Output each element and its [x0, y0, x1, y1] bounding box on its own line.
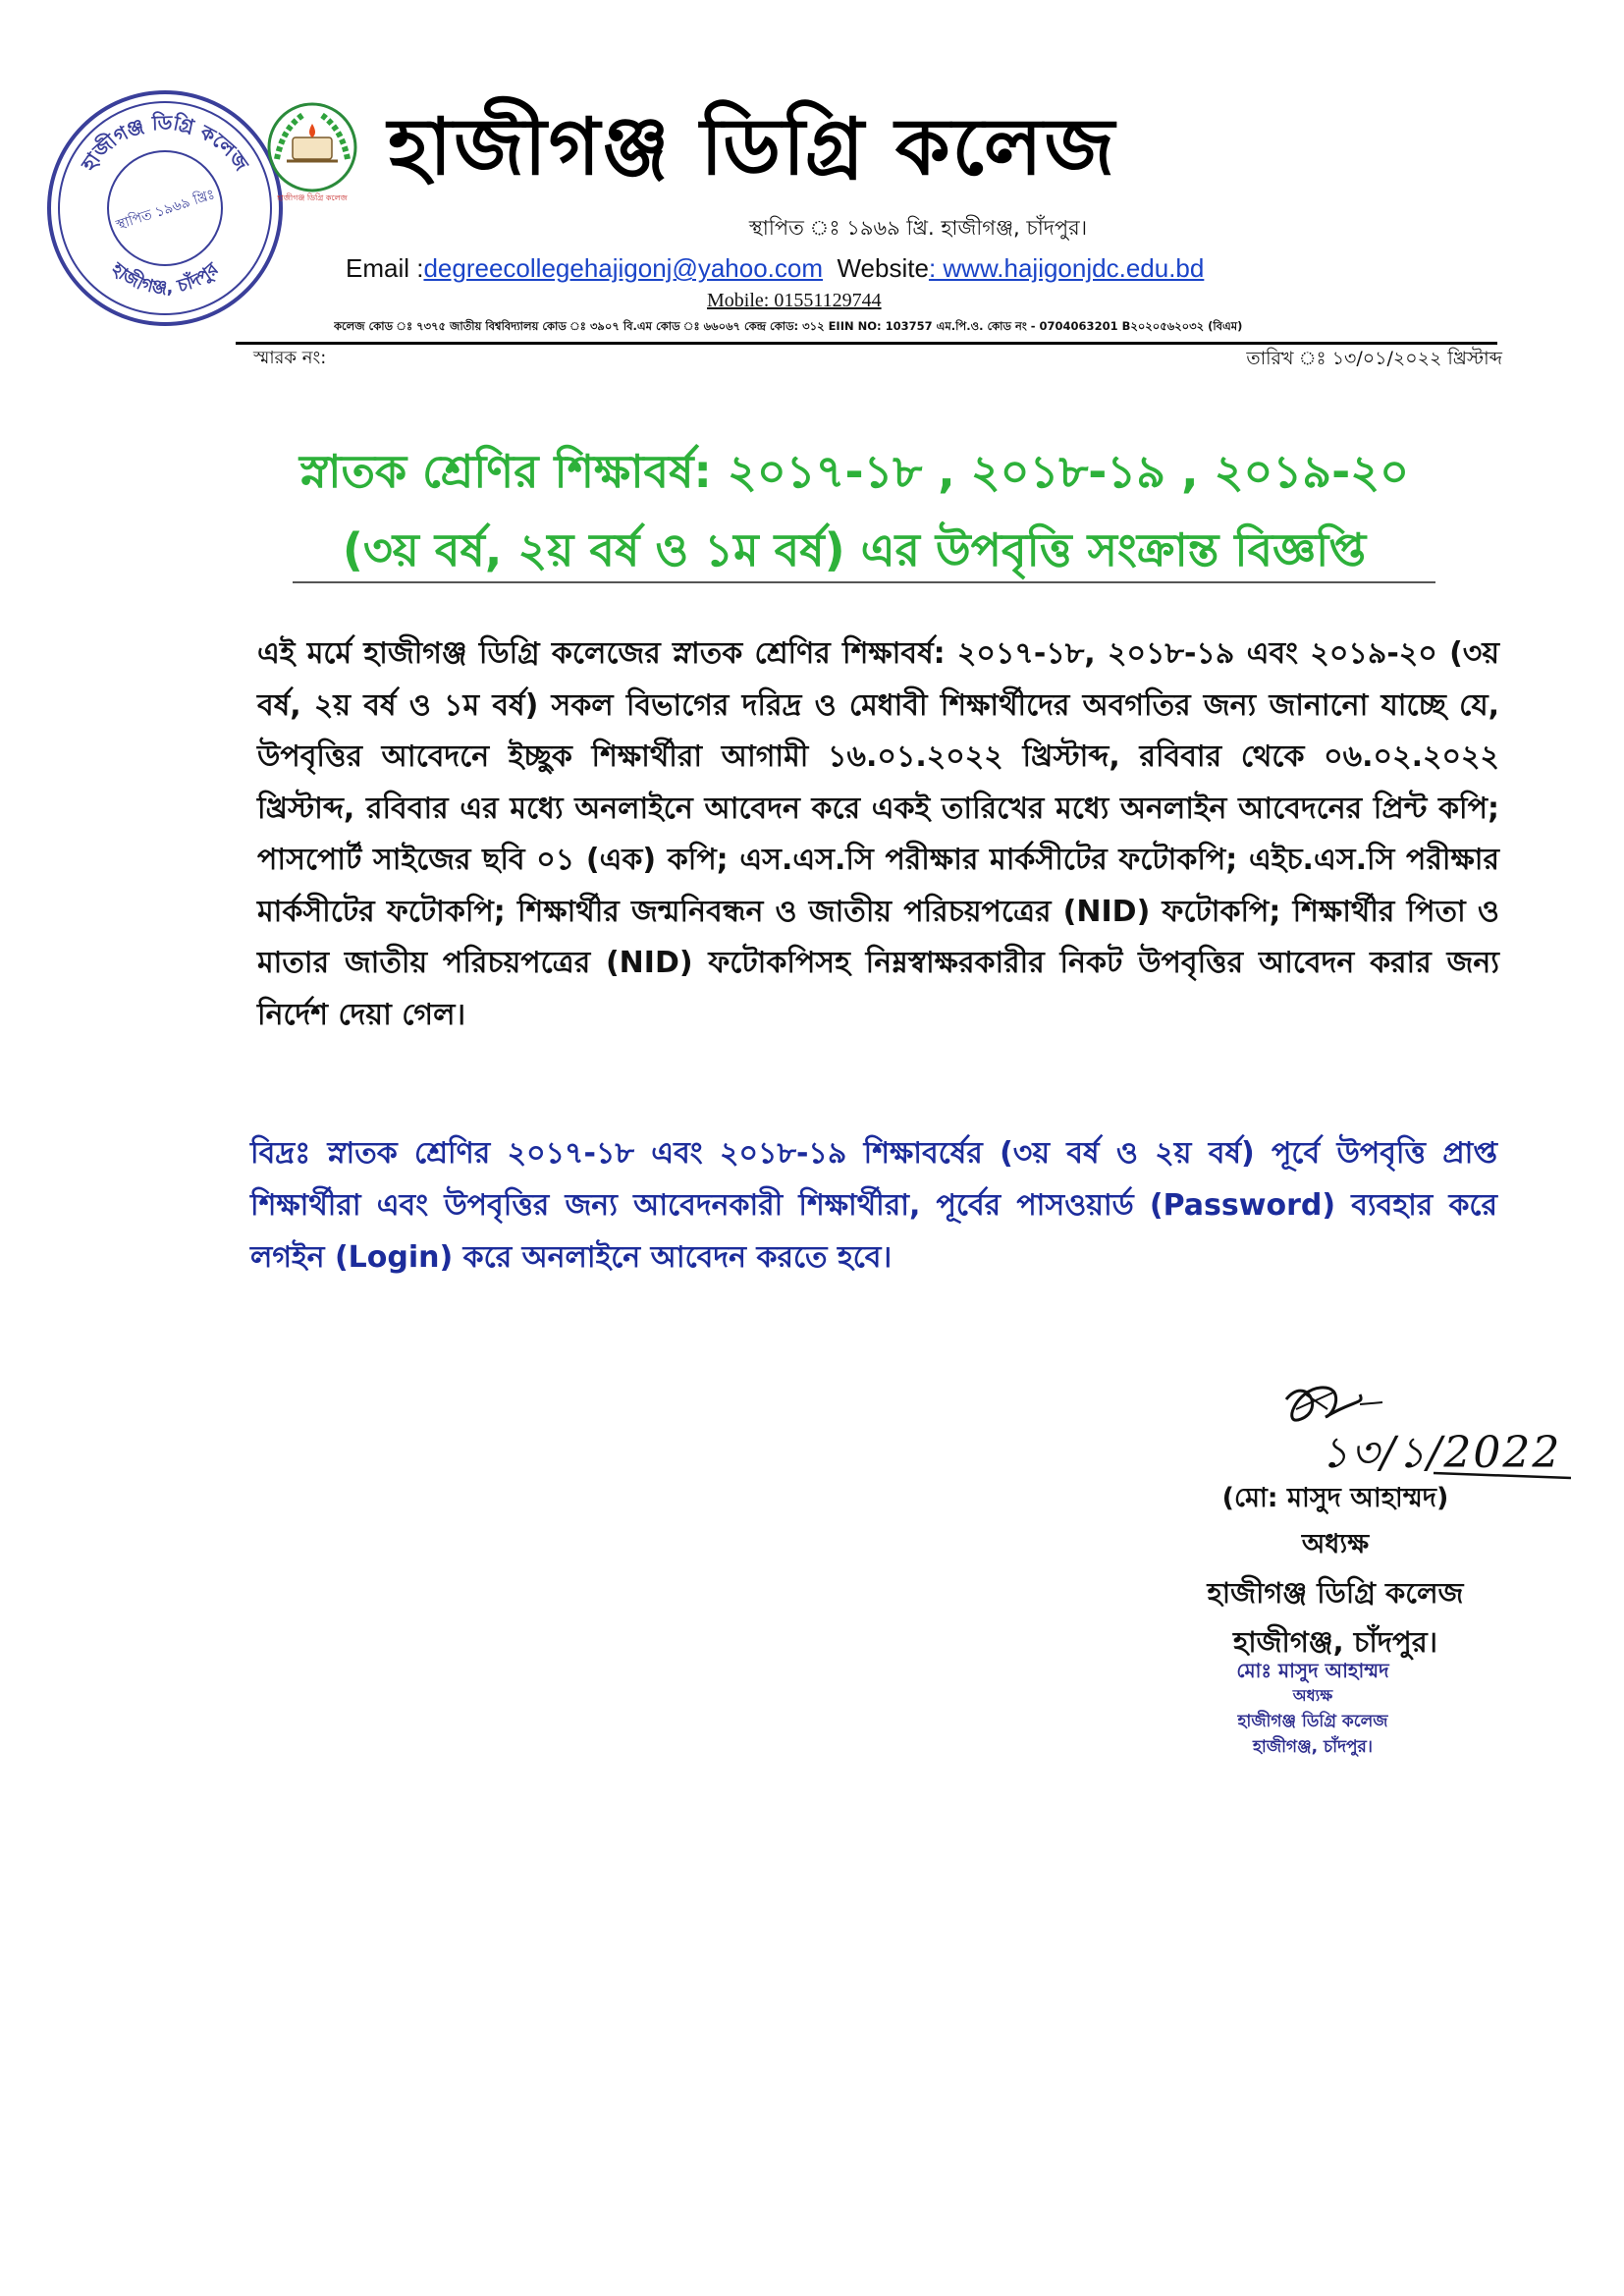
- seal-bottom-text: হাজীগঞ্জ, চাঁদপুর: [107, 258, 223, 299]
- website-link[interactable]: : www.hajigonjdc.edu.bd: [928, 253, 1205, 283]
- title-underline: [293, 581, 1435, 583]
- signature-date: ১৩/১/2022: [1321, 1428, 1562, 1478]
- college-logo-icon: [257, 98, 367, 206]
- official-stamp: [1200, 1658, 1426, 1772]
- signatory-name: (মো: মাসুদ আহাম্মদ): [1221, 1483, 1449, 1513]
- notice-body: এই মর্মে হাজীগঞ্জ ডিগ্রি কলেজের স্নাতক শ্রেণির শিক্ষাবর্ষ: ২০১৭-১৮, ২০১৮-১৯ এবং ২০১৯-২০ (৩য় বর্ষ, ২য় বর্ষ ও ১ম বর্ষ) সকল বিভাগের দরিদ্র ও মেধাবী শিক্ষার্থীদের অবগতির জন্য জানানো যাচ্ছে যে, উপবৃত্তির আবেদনে ইচ্ছুক শিক্ষার্থীরা আগামী ১৬.০১.২০২২ খ্রিস্টাব্দ, রবিবার থেকে ০৬.০২.২০২২ খ্রিস্টাব্দ, রবিবার এর মধ্যে অনলাইনে আবেদন করে একই তারিখের মধ্যে অনলাইন আবেদনের প্রিন্ট কপি; পাসপোর্ট সাইজের ছবি ০১ (এক) কপি; এস.এস.সি পরীক্ষার মার্কসীটের ফটোকপি; এইচ.এস.সি পরীক্ষার মার্কসীটের ফটোকপি; শিক্ষার্থীর জন্মনিবন্ধন ও জাতীয় পরিচয়পত্রের (NID) ফটোকপি; শিক্ষার্থীর পিতা ও মাতার জাতীয় পরিচয়পত্রের (NID) ফটোকপিসহ নিম্নস্বাক্ষরকারীর নিকট উপবৃত্তির আবেদন করার জন্য নির্দেশ দেয়া গেল।: [257, 636, 1499, 1032]
- mobile-number: Mobile: 01551129744: [707, 290, 882, 311]
- notice-title-line-2: (৩য় বর্ষ, ২য় বর্ষ ও ১ম বর্ষ) এর উপবৃত্তি সংক্রান্ত বিজ্ঞপ্তি: [342, 523, 1367, 576]
- institution-codes: কলেজ কোড ঃ ৭৩৭৫ জাতীয় বিশ্ববিদ্যালয় কোড ঃ ৩৯০৭ বি.এম কোড ঃ ৬৬০৬৭ কেন্দ্র কোড: ৩১২ EIIN NO: 103757 এম.পি.ও. কোড নং - 0704063201 B২০২০৫৬২০৩২ (বিএম): [334, 319, 1243, 333]
- signatory-designation: অধ্যক্ষ: [1301, 1529, 1370, 1559]
- memo-number-label: স্মারক নং:: [253, 348, 327, 368]
- signatory-location: হাজীগঞ্জ, চাঁদপুর।: [1232, 1625, 1438, 1659]
- stamp-designation: অধ্যক্ষ: [1292, 1686, 1333, 1705]
- seal-top-text: হাজীগঞ্জ ডিগ্রি কলেজ: [76, 110, 254, 176]
- signatory-college: হাজীগঞ্জ ডিগ্রি কলেজ: [1207, 1576, 1464, 1610]
- svg-text:হাজীগঞ্জ ডিগ্রি কলেজ: [76, 111, 253, 176]
- memo-date: তারিখ ঃ ১৩/০১/২০২২ খ্রিস্টাব্দ: [1246, 348, 1502, 369]
- college-seal: [37, 81, 293, 336]
- notice-title-line-1: স্নাতক শ্রেণির শিক্ষাবর্ষ: ২০১৭-১৮ , ২০১৮-১৯ , ২০১৯-২০: [298, 445, 1410, 498]
- website-label: Website: [837, 253, 929, 283]
- email-label: Email :: [346, 253, 424, 283]
- seal-center-text: স্থাপিত ১৯৬৯ খ্রিঃ: [114, 187, 217, 234]
- established-line: স্থাপিত ঃ ১৯৬৯ খ্রি. হাজীগঞ্জ, চাঁদপুর।: [748, 216, 1088, 240]
- stamp-location: হাজীগঞ্জ, চাঁদপুর।: [1253, 1737, 1373, 1757]
- contact-line: [346, 249, 1426, 287]
- stamp-college: হাজীগঞ্জ ডিগ্রি কলেজ: [1237, 1712, 1388, 1731]
- email-link[interactable]: degreecollegehajigonj@yahoo.com: [423, 253, 824, 283]
- logo-caption: হাজীগঞ্জ ডিগ্রি কলেজ: [277, 193, 348, 202]
- stamp-name: মোঃ মাসুদ আহাম্মদ: [1236, 1659, 1389, 1682]
- notice-note: বিদ্রঃ স্নাতক শ্রেণির ২০১৭-১৮ এবং ২০১৮-১৯ শিক্ষাবর্ষের (৩য় বর্ষ ও ২য় বর্ষ) পূর্বে উপবৃত্তি প্রাপ্ত শিক্ষার্থীরা এবং উপবৃত্তির জন্য আবেদনকারী শিক্ষার্থীরা, পূর্বের পাসওয়ার্ড (Password) ব্যবহার করে লগইন (Login) করে অনলাইনে আবেদন করতে হবে।: [250, 1136, 1497, 1275]
- notice-title: [245, 432, 1463, 589]
- college-name: হাজীগঞ্জ ডিগ্রি কলেজ: [388, 101, 1117, 192]
